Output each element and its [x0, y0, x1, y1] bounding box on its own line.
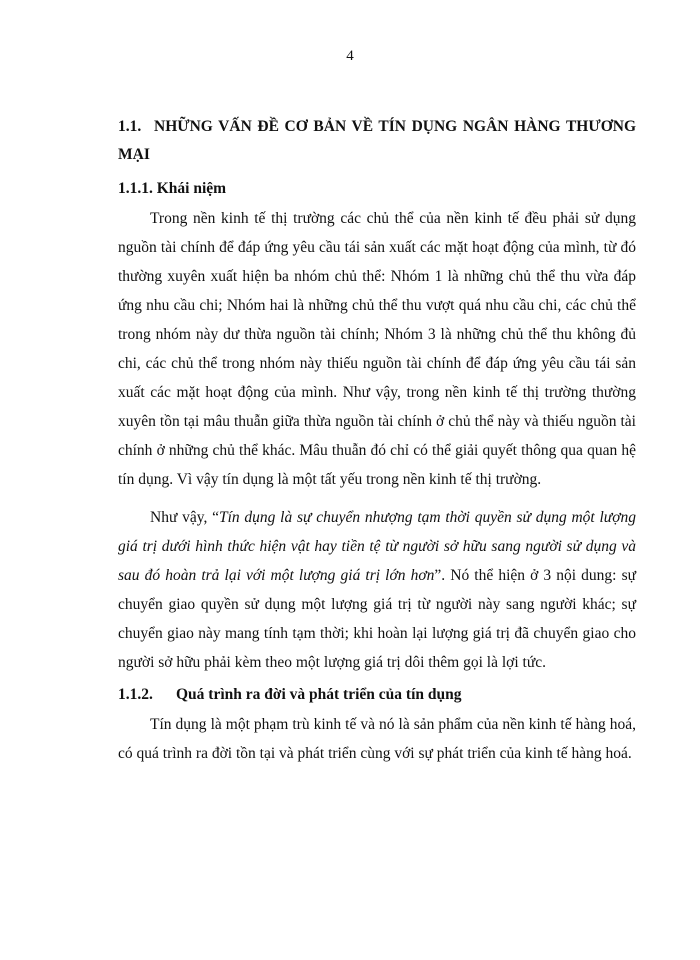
definition-lead: Như vậy, “	[150, 509, 219, 526]
subsection-2-number: 1.1.2.	[118, 686, 153, 703]
subsection-1-title: Khái niệm	[156, 180, 227, 197]
definition-quote: Tín dụng là sự chuyển nhượng tạm thời quyền sử dụng một lượng giá trị dưới hình thức hiện vật hay tiền tệ từ người sở hữu sang người sử dụng và sau đó hoàn trả lại với một lượng giá trị lớn hơn	[118, 509, 636, 584]
paragraph-credit-need: Trong nền kinh tế thị trường các chủ thể của nền kinh tế đều phải sử dụng nguồn tài chính để đáp ứng yêu cầu tái sản xuất các mặt hoạt động của mình, từ đó thường xuyên xuất hiện ba nhóm chủ thể: Nhóm 1 là những chủ thể thu vừa đáp ứng nhu cầu chi; Nhóm hai là những chủ thể thu vượt quá nhu cầu chi, các chủ thể trong nhóm này dư thừa nguồn tài chính; Nhóm 3 là những chủ thể thu không đủ chi, các chủ thể trong nhóm này thiếu nguồn tài chính để đáp ứng yêu cầu tái sản xuất các mặt hoạt động của mình. Như vậy, trong nền kinh tế thị trường thường xuyên tồn tại mâu thuẫn giữa thừa nguồn tài chính ở chủ thể này và thiếu nguồn tài chính ở những chủ thể khác. Mâu thuẫn đó chỉ có thể giải quyết thông qua quan hệ tín dụng. Vì vậy tín dụng là một tất yếu trong nền kinh tế thị trường.	[118, 210, 636, 488]
section-heading	[118, 113, 636, 169]
subsection-heading-2	[118, 683, 636, 707]
page-number: 4	[346, 48, 354, 64]
paragraph-credit-definition	[118, 503, 636, 677]
subsection-1-number: 1.1.1.	[118, 180, 153, 197]
section-title: NHỮNG VẤN ĐỀ CƠ BẢN VỀ TÍN DỤNG NGÂN HÀNG THƯƠNG MẠI	[118, 118, 636, 163]
subsection-heading-1	[118, 177, 636, 201]
subsection-2-title: Quá trình ra đời và phát triển của tín dụng	[176, 686, 462, 703]
page-content	[118, 113, 636, 768]
paragraph-credit-origin: Tín dụng là một phạm trù kinh tế và nó là sản phẩm của nền kinh tế hàng hoá, có quá trình ra đời tồn tại và phát triển cùng với sự phát triển của kinh tế hàng hoá.	[118, 716, 636, 762]
definition-rest: ”. Nó thể hiện ở 3 nội dung: sự chuyển giao quyền sử dụng một lượng giá trị từ người này sang người khác; sự chuyển giao này mang tính tạm thời; khi hoàn lại lượng giá trị đã chuyển giao cho người sở hữu phải kèm theo một lượng giá trị dôi thêm gọi là lợi tức.	[118, 567, 637, 671]
section-number: 1.1.	[118, 118, 142, 135]
